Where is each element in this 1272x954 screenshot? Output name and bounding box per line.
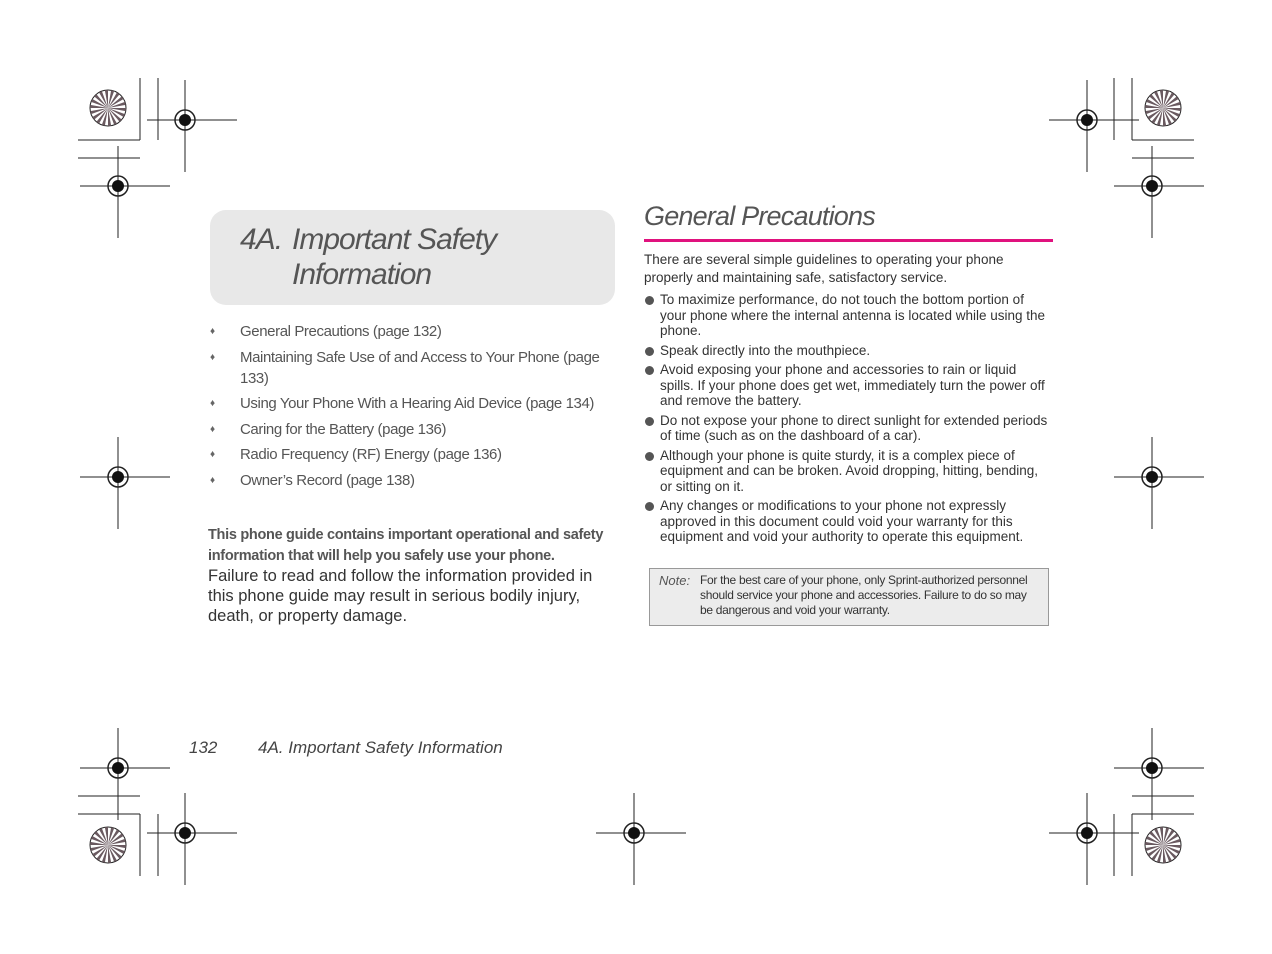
diamond-bullet-icon: ♦ bbox=[210, 398, 215, 409]
starburst-icon bbox=[90, 827, 126, 863]
toc-item-label: Using Your Phone With a Hearing Aid Device (page 134) bbox=[240, 395, 595, 412]
starburst-icon bbox=[90, 90, 126, 126]
bullet-dot-icon bbox=[645, 296, 654, 305]
list-item bbox=[644, 413, 1052, 444]
chapter-title-line2: Information bbox=[292, 258, 432, 291]
intro-paragraph bbox=[208, 524, 608, 626]
note-label: Note: bbox=[659, 573, 691, 588]
chapter-contents-list bbox=[210, 321, 620, 495]
bullet-dot-icon bbox=[645, 347, 654, 356]
registration-mark-icon bbox=[1114, 437, 1204, 529]
toc-item-label: Caring for the Battery (page 136) bbox=[240, 420, 447, 438]
toc-item[interactable] bbox=[210, 347, 620, 389]
list-item-text: Although your phone is quite sturdy, it is a complex piece of equipment and can be broken. Avoid dropping, hitting, bending, or sitting on it. bbox=[660, 447, 1039, 494]
starburst-icon bbox=[1145, 827, 1181, 863]
registration-mark-icon bbox=[1114, 728, 1204, 820]
list-item-text: Avoid exposing your phone and accessories to rain or liquid spills. If your phone does get wet, immediately turn the power off and remove the battery. bbox=[660, 362, 1045, 408]
list-item-text: Any changes or modifications to your phone not expressly approved in this document could void your warranty for this equipment and void your authority to operate this equipment. bbox=[660, 498, 1024, 544]
starburst-icon bbox=[1145, 90, 1181, 126]
diamond-bullet-icon: ♦ bbox=[210, 449, 215, 460]
running-footer-title: 4A. Important Safety Information bbox=[258, 738, 503, 757]
chapter-number: 4A. bbox=[240, 223, 283, 256]
toc-item[interactable] bbox=[210, 444, 620, 465]
note-text: For the best care of your phone, only Sprint-authorized personnel should service your phone and accessories. Failure to do so may be dangerous and void your warranty. bbox=[700, 573, 1028, 617]
registration-mark-icon bbox=[80, 437, 170, 529]
toc-item[interactable] bbox=[210, 419, 620, 440]
diamond-bullet-icon: ♦ bbox=[210, 351, 215, 363]
list-item-text: To maximize performance, do not touch the bottom portion of your phone where the internal antenna is located while using the phone. bbox=[660, 292, 1046, 338]
list-item bbox=[644, 448, 1052, 495]
diamond-bullet-icon: ♦ bbox=[210, 423, 215, 435]
list-item-text: Do not expose your phone to direct sunlight for extended periods of time (such as on the dashboard of a car). bbox=[660, 412, 1048, 443]
chapter-title bbox=[240, 222, 496, 292]
precautions-list bbox=[644, 292, 1052, 549]
registration-mark-icon bbox=[1049, 793, 1139, 885]
intro-bold-text: This phone guide contains important operational and safety information that will help you safely use your phone. bbox=[208, 527, 604, 564]
registration-mark-icon bbox=[1049, 80, 1139, 172]
toc-item[interactable] bbox=[210, 470, 620, 491]
bullet-dot-icon bbox=[645, 366, 654, 375]
bullet-dot-icon bbox=[645, 452, 654, 461]
toc-item-label: General Precautions (page 132) bbox=[240, 323, 442, 340]
diamond-bullet-icon: ♦ bbox=[210, 326, 215, 337]
toc-item-label: Owner’s Record (page 138) bbox=[240, 471, 415, 489]
list-item-text: Speak directly into the mouthpiece. bbox=[660, 342, 871, 358]
section-title: General Precautions bbox=[644, 201, 875, 231]
bullet-dot-icon bbox=[645, 502, 654, 511]
list-item bbox=[644, 343, 1052, 359]
registration-mark-icon bbox=[596, 793, 686, 885]
section-title-rule bbox=[644, 239, 1053, 242]
intro-normal-text: Failure to read and follow the information provided in this phone guide may result in serious bodily injury, death, or property damage. bbox=[208, 567, 593, 625]
toc-item-label: Maintaining Safe Use of and Access to Your Phone (page 133) bbox=[240, 348, 600, 387]
toc-item[interactable] bbox=[210, 393, 620, 414]
diamond-bullet-icon: ♦ bbox=[210, 474, 215, 486]
note-box bbox=[649, 568, 1049, 626]
chapter-title-line1: Important Safety bbox=[292, 223, 497, 256]
registration-mark-icon bbox=[147, 80, 237, 172]
toc-item-label: Radio Frequency (RF) Energy (page 136) bbox=[240, 446, 502, 463]
registration-mark-icon bbox=[80, 146, 170, 238]
list-item bbox=[644, 362, 1052, 409]
bullet-dot-icon bbox=[645, 417, 654, 426]
section-lead-paragraph: There are several simple guidelines to operating your phone properly and maintaining safe, satisfactory service. bbox=[644, 252, 1004, 285]
chapter-heading-box bbox=[210, 210, 615, 305]
registration-mark-icon bbox=[1114, 146, 1204, 238]
toc-item[interactable] bbox=[210, 321, 620, 342]
page-number: 132 bbox=[189, 738, 218, 757]
registration-mark-icon bbox=[147, 793, 237, 885]
list-item bbox=[644, 498, 1052, 545]
registration-mark-icon bbox=[80, 728, 170, 820]
list-item bbox=[644, 292, 1052, 339]
